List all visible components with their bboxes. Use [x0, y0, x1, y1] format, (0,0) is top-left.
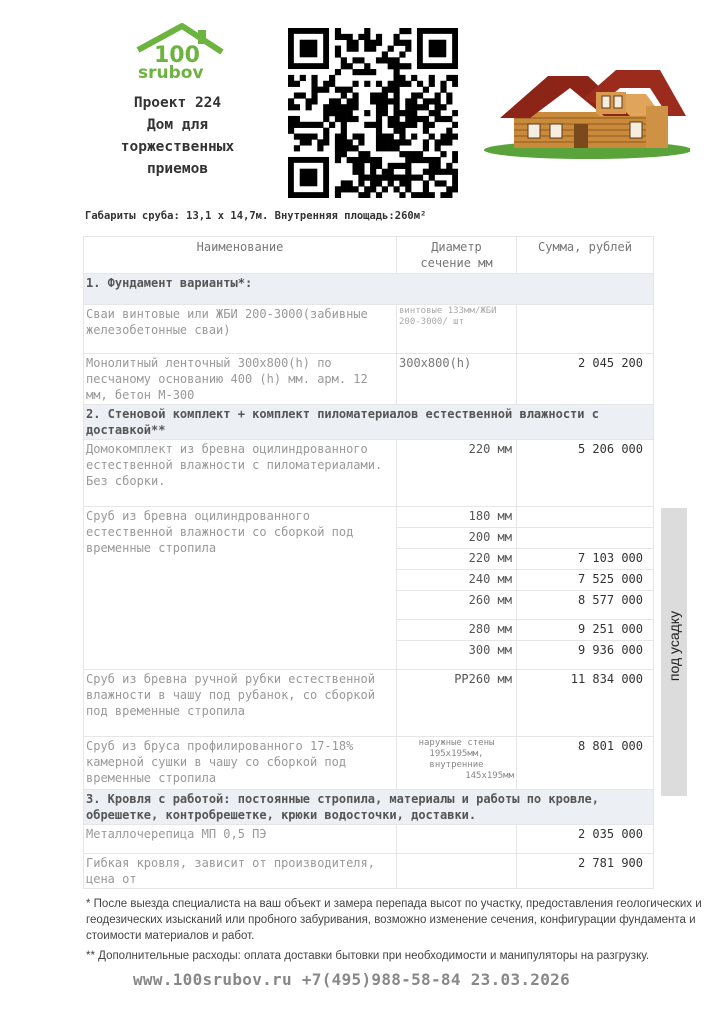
row-sum: 7 525 000	[517, 570, 654, 591]
project-name-line2: торжественных	[120, 139, 235, 155]
row-name: Гибкая кровля, зависит от производителя, цена от	[84, 854, 397, 889]
table-row	[84, 354, 654, 405]
row-sum: 7 103 000	[517, 549, 654, 570]
row-sum	[517, 305, 654, 354]
row-name: Сруб из бревна ручной рубки естественной влажности в чашу под рубанок, со сборкой под временные стропила	[84, 670, 397, 737]
row-diameter	[397, 825, 517, 854]
row-diameter	[397, 854, 517, 889]
row-sum: 8 577 000	[517, 591, 654, 620]
section-roof	[84, 790, 654, 825]
row-name: Домокомплект из бревна оцилиндрованного естественной влажности с пиломатериалами. Без сборки.	[84, 440, 397, 507]
section-title: 1. Фундамент варианты*:	[84, 274, 654, 305]
row-sum: 11 834 000	[517, 670, 654, 737]
row-diameter: 280 мм	[397, 620, 517, 641]
shrinkage-label: под усадку	[666, 610, 682, 682]
row-name: Сваи винтовые или ЖБИ 200-3000(забивные железобетонные сваи)	[84, 305, 397, 354]
header-sum: Сумма, рублей	[517, 237, 654, 274]
section-title: 2. Стеновой комплект + комплект пиломатериалов естественной влажности с доставкой**	[84, 405, 654, 440]
project-name-line1: Дом для	[146, 117, 209, 133]
header-diameter: Диаметр сечение мм	[397, 237, 517, 274]
row-sum: 9 251 000	[517, 620, 654, 641]
table-header	[84, 237, 654, 274]
row-sum: 9 936 000	[517, 641, 654, 670]
row-sum: 2 781 900	[517, 854, 654, 889]
row-diameter	[397, 737, 517, 790]
row-sum: 5 206 000	[517, 440, 654, 507]
house-image	[480, 66, 690, 162]
diameter-line: внутренние	[429, 760, 484, 770]
row-diameter: 300х800(h)	[397, 354, 517, 405]
dimensions-text: Габариты сруба: 13,1 х 14,7м. Внутренняя площадь:260м²	[85, 210, 427, 222]
table-row	[84, 737, 654, 790]
logo-number: 100	[154, 43, 200, 68]
row-diameter: 200 мм	[397, 528, 517, 549]
qr-code	[288, 28, 458, 198]
logo-brand: srubov	[138, 63, 204, 82]
row-sum: 2 045 200	[517, 354, 654, 405]
row-diameter: РР260 мм	[397, 670, 517, 737]
row-diameter: 220 мм	[397, 440, 517, 507]
table-row	[84, 854, 654, 889]
row-sum: 8 801 000	[517, 737, 654, 790]
row-diameter: 220 мм	[397, 549, 517, 570]
table-row	[84, 670, 654, 737]
row-diameter: 180 мм	[397, 507, 517, 528]
row-name: Сруб из бруса профилированного 17-18% камерной сушки в чашу со сборкой под временные стропила	[84, 737, 397, 790]
section-title: 3. Кровля с работой: постоянные стропила, материалы и работы по кровле, обрешетке, контробрешетке, крюки водосточки, доставки.	[84, 790, 654, 825]
table-row	[84, 825, 654, 854]
row-diameter: 260 мм	[397, 591, 517, 620]
price-table	[83, 236, 654, 889]
row-diameter: винтовые 133мм/ЖБИ 200-3000/ шт	[397, 305, 517, 354]
table-row	[84, 440, 654, 507]
project-title	[95, 92, 260, 180]
row-sum	[517, 528, 654, 549]
footnote-foundation: * После выезда специалиста на ваш объект и замера перепада высот по участку, предоставления геологических и геодезических изысканий или пробного забуривания, возможно изменение сечения, конфигурации фундамента и стоимости материалов и работ.	[86, 898, 702, 942]
company-logo	[130, 22, 226, 82]
section-walls	[84, 405, 654, 440]
row-sum: 2 035 000	[517, 825, 654, 854]
table-row	[84, 305, 654, 354]
row-diameter: 300 мм	[397, 641, 517, 670]
row-name: Сруб из бревна оцилиндрованного естественной влажности со сборкой под временные стропила	[84, 507, 397, 670]
row-name: Монолитный ленточный 300х800(h) по песчаному основанию 400 (h) мм. арм. 12 мм, бетон М-300	[84, 354, 397, 405]
row-sum	[517, 507, 654, 528]
footnote-expenses: ** Дополнительные расходы: оплата доставки бытовки при необходимости и манипуляторы на разгрузку.	[86, 950, 650, 962]
section-foundation	[84, 274, 654, 305]
project-number: Проект 224	[133, 95, 222, 111]
project-name-line3: приемов	[146, 161, 209, 177]
table-row	[84, 507, 654, 528]
contact-line: www.100srubov.ru +7(495)988-58-84 23.03.2026	[133, 970, 571, 989]
diameter-line: наружные стены	[418, 738, 495, 748]
diameter-line: 145х195мм	[465, 771, 514, 781]
row-diameter: 240 мм	[397, 570, 517, 591]
shrinkage-band	[661, 508, 687, 796]
diameter-line: 195х195мм,	[429, 749, 484, 759]
row-name: Металлочерепица МП 0,5 ПЭ	[84, 825, 397, 854]
header-name: Наименование	[84, 237, 397, 274]
